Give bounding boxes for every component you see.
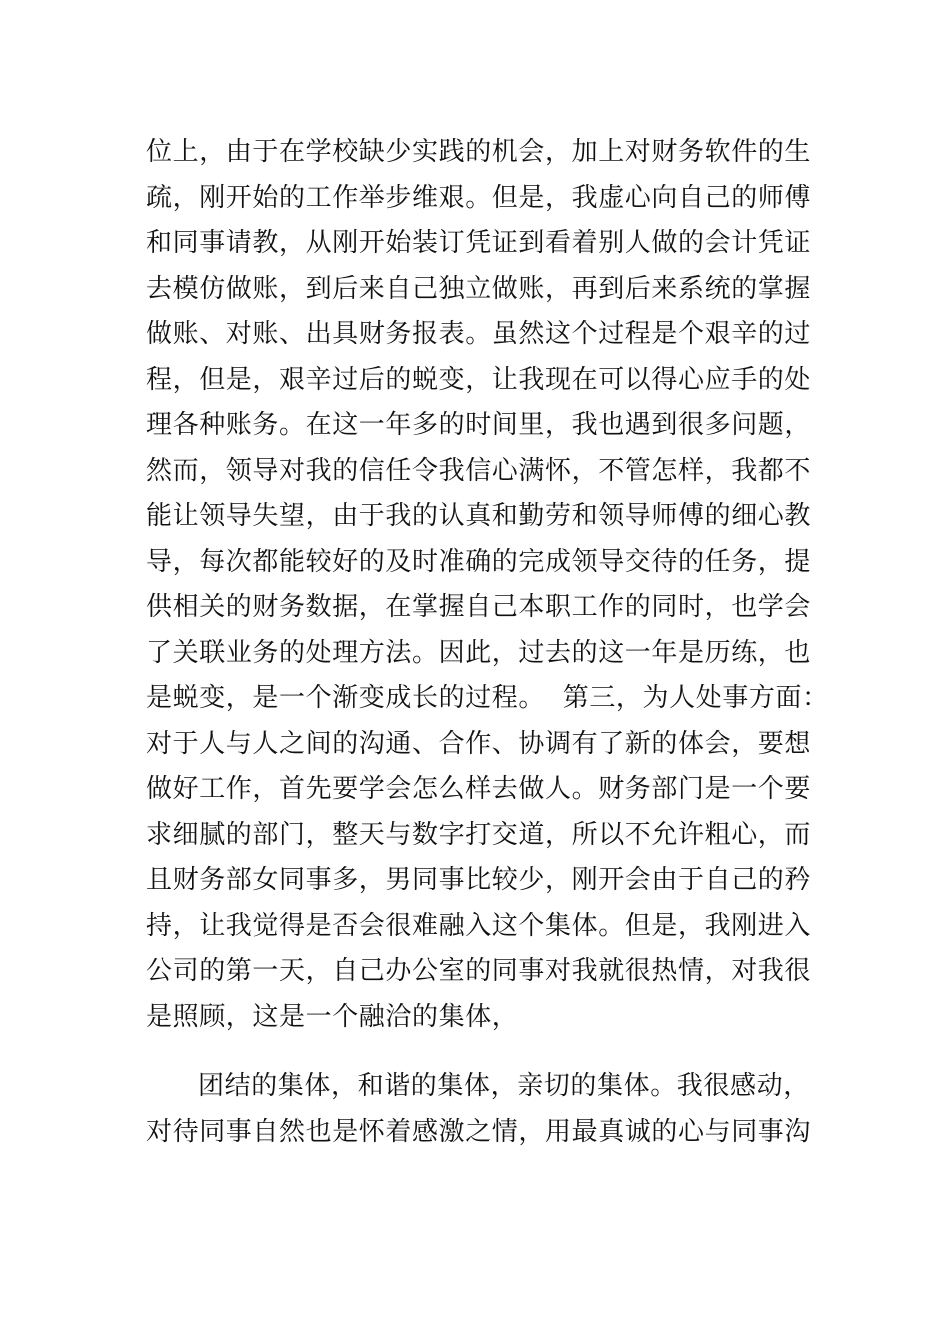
text-line: 供相关的财务数据，在掌握自己本职工作的同时，也学会 (146, 592, 812, 622)
text-line: 做账、对账、出具财务报表。虽然这个过程是个艰辛的过 (146, 319, 812, 349)
text-line: 去模仿做账，到后来自己独立做账，再到后来系统的掌握 (146, 273, 812, 304)
paragraph-1 (146, 130, 829, 1040)
text-line: 且财务部女同事多，男同事比较少，刚开会由于自己的矜 (146, 865, 812, 895)
text-line: 理各种账务。在这一年多的时间里，我也遇到很多问题， (146, 410, 812, 440)
text-line: 对于人与人之间的沟通、合作、协调有了新的体会，要想 (146, 728, 812, 759)
text-line: 团结的集体，和谐的集体，亲切的集体。我很感动， (198, 1071, 810, 1101)
text-line: 做好工作，首先要学会怎么样去做人。财务部门是一个要 (146, 774, 812, 804)
text-line: 了关联业务的处理方法。因此，过去的这一年是历练，也 (146, 637, 812, 668)
paragraph-2 (146, 1064, 816, 1155)
text-line: 是照顾，这是一个融洽的集体， (146, 1001, 519, 1032)
text-line: 求细腻的部门，整天与数字打交道，所以不允许粗心，而 (146, 819, 812, 850)
text-line: 对待同事自然也是怀着感激之情，用最真诚的心与同事沟 (146, 1116, 812, 1147)
text-line: 程，但是，艰辛过后的蜕变，让我现在可以得心应手的处 (146, 364, 812, 395)
text-line: 位上，由于在学校缺少实践的机会，加上对财务软件的生 (146, 137, 812, 167)
text-line: 能让领导失望，由于我的认真和勤劳和领导师傅的细心教 (146, 501, 812, 531)
text-line: 公司的第一天，自己办公室的同事对我就很热情，对我很 (146, 956, 812, 986)
document-body (146, 130, 829, 1155)
text-line: 是蜕变，是一个渐变成长的过程。 第三，为人处事方面： (146, 683, 829, 713)
text-line: 导，每次都能较好的及时准确的完成领导交待的任务，提 (146, 546, 812, 577)
paragraph-gap (146, 1040, 816, 1064)
text-line: 然而，领导对我的信任令我信心满怀，不管怎样，我都不 (146, 455, 812, 486)
text-line: 持，让我觉得是否会很难融入这个集体。但是，我刚进入 (146, 910, 812, 941)
text-line: 和同事请教，从刚开始装订凭证到看着别人做的会计凭证 (146, 228, 812, 258)
text-line: 疏，刚开始的工作举步维艰。但是，我虚心向自己的师傅 (146, 182, 812, 213)
